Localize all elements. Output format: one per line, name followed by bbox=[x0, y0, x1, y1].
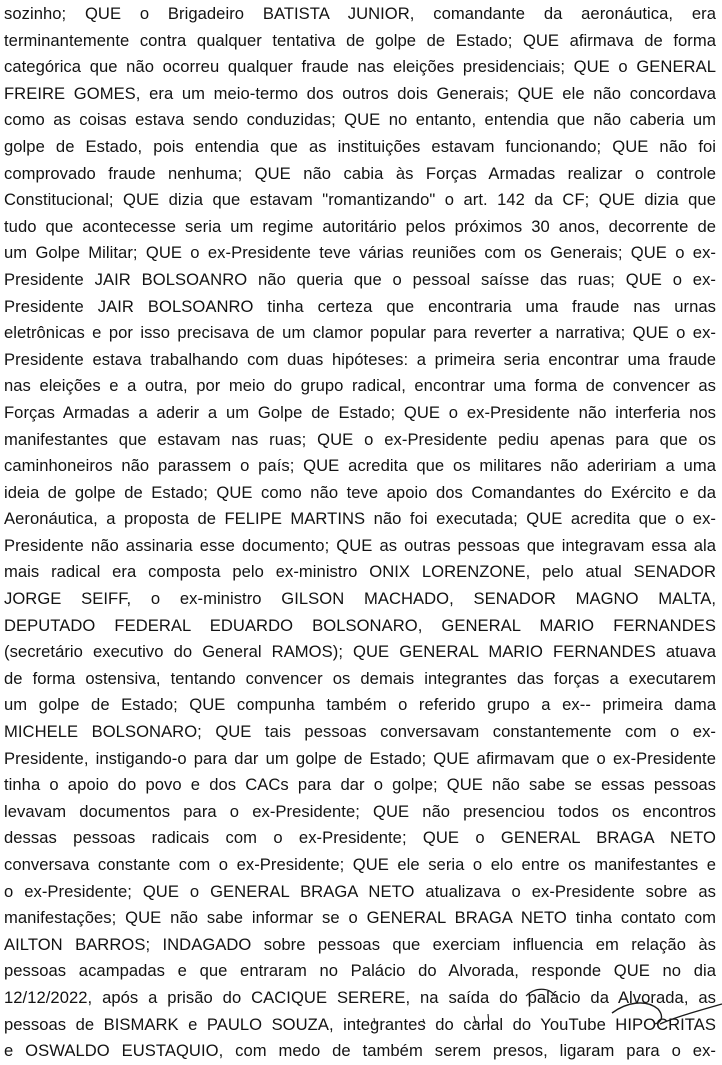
text-line: sozinho; QUE o Brigadeiro BATISTA JUNIOR, comandante da aeronáutica, era bbox=[4, 4, 716, 23]
text-line: Presidente estava trabalhando com duas hipóteses: a primeira seria encontrar uma fraude bbox=[4, 349, 716, 369]
text-line: Aeronáutica, a proposta de FELIPE MARTINS não foi executada; QUE acredita que o ex- bbox=[4, 509, 716, 529]
text-line: FREIRE GOMES, era um meio-termo dos outros dois Generais; QUE ele não concordava bbox=[4, 83, 716, 103]
text-line: Forças Armadas a aderir a um Golpe de Estado; QUE o ex-Presidente não interferia nos bbox=[4, 402, 716, 422]
text-line: manifestações; QUE não sabe informar se o GENERAL BRAGA NETO tinha contato com bbox=[4, 908, 716, 928]
text-line: terminantemente contra qualquer tentativa de golpe de Estado; QUE afirmava de forma bbox=[4, 30, 716, 50]
text-line: dessas pessoas radicais com o ex-Presidente; QUE o GENERAL BRAGA NETO bbox=[4, 828, 716, 848]
text-line: comprovado fraude nenhuma; QUE não cabia às Forças Armadas realizar o controle bbox=[4, 163, 716, 183]
text-line: e OSWALDO EUSTAQUIO, com medo de também serem presos, ligaram para o ex- bbox=[4, 1041, 716, 1061]
document-body-text bbox=[4, 1, 716, 1065]
text-line: mais radical era composta pelo ex-ministro ONIX LORENZONE, pelo atual SENADOR bbox=[4, 562, 716, 582]
text-line: Presidente, instigando-o para dar um golpe de Estado; QUE afirmavam que o ex-Presidente bbox=[4, 748, 716, 768]
text-line: caminhoneiros não parassem o país; QUE acredita que os militares não adeririam a uma bbox=[4, 456, 716, 476]
text-line: eletrônicas e por isso precisava de um clamor popular para reverter a narrativa; QUE o ex- bbox=[4, 323, 716, 343]
text-line: nas eleições e a outra, por meio do grupo radical, encontrar uma forma de convencer as bbox=[4, 376, 716, 396]
text-line: pessoas de BISMARK e PAULO SOUZA, integrantes do canal do YouTube HIPOCRITAS bbox=[4, 1014, 716, 1034]
text-line: (secretário executivo do General RAMOS); QUE GENERAL MARIO FERNANDES atuava bbox=[4, 642, 716, 662]
text-line: DEPUTADO FEDERAL EDUARDO BOLSONARO, GENERAL MARIO FERNANDES bbox=[4, 615, 716, 635]
text-line: conversava constante com o ex-Presidente; QUE ele seria o elo entre os manifestantes e bbox=[4, 855, 716, 874]
text-line: um golpe de Estado; QUE compunha também o referido grupo a ex-- primeira dama bbox=[4, 695, 716, 715]
text-line: de forma ostensiva, tentando convencer os demais integrantes das forças a executarem bbox=[4, 668, 716, 688]
text-line: Constitucional; QUE dizia que estavam "romantizando" o art. 142 da CF; QUE dizia que bbox=[4, 190, 716, 210]
text-line: Presidente JAIR BOLSOANRO tinha certeza que encontraria uma fraude nas urnas bbox=[4, 296, 716, 316]
text-line: MICHELE BOLSONARO; QUE tais pessoas conversavam constantemente com o ex- bbox=[4, 722, 716, 742]
text-line: um Golpe Militar; QUE o ex-Presidente teve várias reuniões com os Generais; QUE o ex- bbox=[4, 243, 716, 263]
text-line: tinha o apoio do povo e dos CACs para dar o golpe; QUE não sabe se essas pessoas bbox=[4, 775, 716, 795]
text-line: o ex-Presidente; QUE o GENERAL BRAGA NETO atualizava o ex-Presidente sobre as bbox=[4, 881, 716, 901]
text-line: Presidente não assinaria esse documento; QUE as outras pessoas que integravam essa ala bbox=[4, 535, 716, 555]
text-line: AILTON BARROS; INDAGADO sobre pessoas que exerciam influencia em relação às bbox=[4, 934, 716, 954]
text-line: golpe de Estado, pois entendia que as instituições estavam funcionando; QUE não foi bbox=[4, 136, 716, 156]
text-line: levavam documentos para o ex-Presidente; QUE não presenciou todos os encontros bbox=[4, 801, 716, 821]
text-line: como as coisas estava sendo conduzidas; QUE no entanto, entendia que não caberia um bbox=[4, 110, 716, 130]
text-line: ideia de golpe de Estado; QUE como não teve apoio dos Comandantes do Exército e da bbox=[4, 482, 716, 502]
text-line: 12/12/2022, após a prisão do CACIQUE SERERE, na saída do palácio da Alvorada, as bbox=[4, 987, 716, 1007]
text-line: manifestantes que estavam nas ruas; QUE o ex-Presidente pediu apenas para que os bbox=[4, 429, 716, 449]
text-line: pessoas acampadas e que entraram no Palácio do Alvorada, responde QUE no dia bbox=[4, 961, 716, 981]
text-line: JORGE SEIFF, o ex-ministro GILSON MACHADO, SENADOR MAGNO MALTA, bbox=[4, 589, 716, 609]
text-line: categórica que não ocorreu qualquer fraude nas eleições presidenciais; QUE o GENERAL bbox=[4, 57, 716, 77]
text-line: tudo que acontecesse seria um regime autoritário pelos próximos 30 anos, decorrente de bbox=[4, 216, 716, 236]
text-line: Presidente JAIR BOLSOANRO não queria que o pessoal saísse das ruas; QUE o ex- bbox=[4, 269, 716, 289]
